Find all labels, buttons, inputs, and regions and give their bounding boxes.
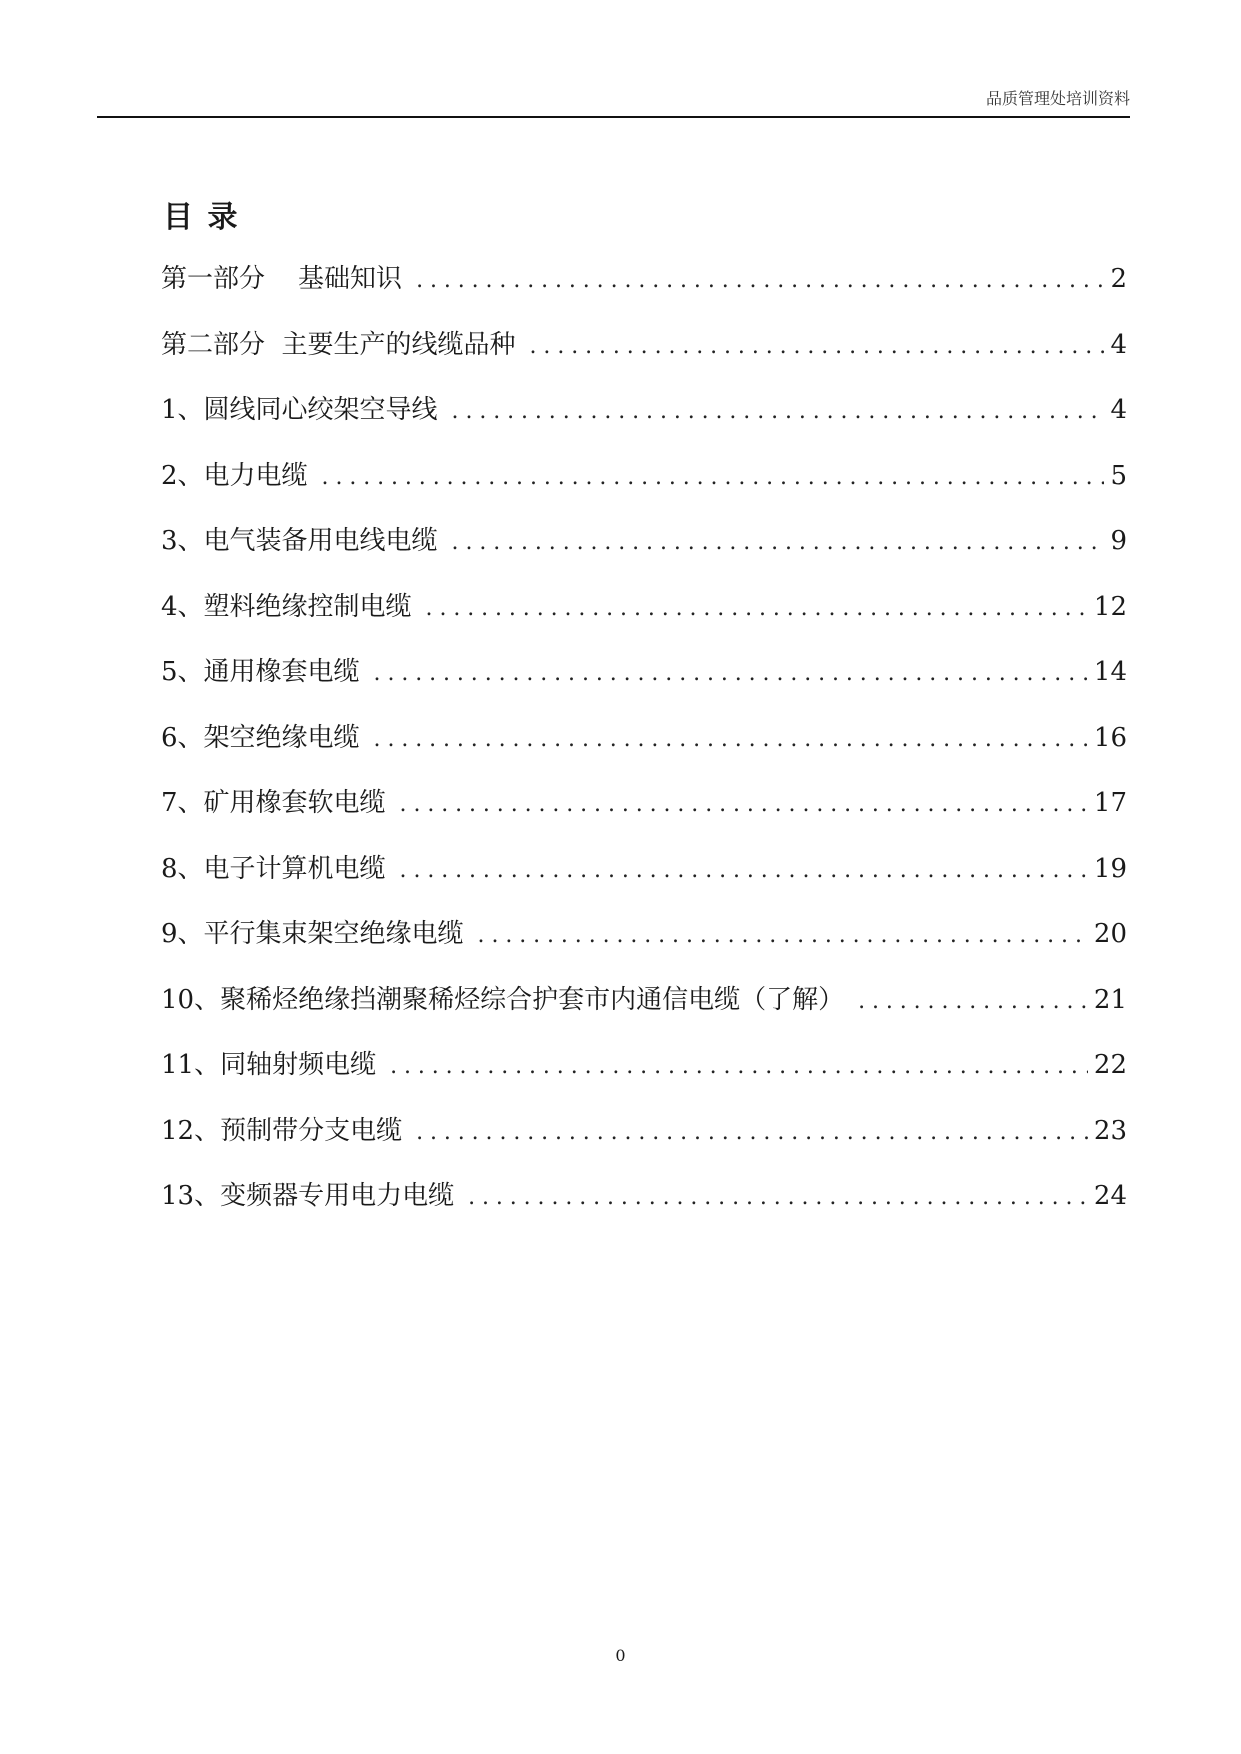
header-title: 品质管理处培训资料 (985, 89, 1130, 108)
toc-entry[interactable] (161, 721, 1127, 787)
toc-entry-title: 第二部分 主要生产的线缆品种 (161, 329, 516, 360)
dot-leader (468, 1181, 1088, 1215)
toc-entry-title: 13、变频器专用电力电缆 (161, 1181, 455, 1211)
dot-leader (400, 788, 1088, 822)
toc-entry-title: 5、通用橡套电缆 (161, 657, 360, 687)
dot-leader (416, 1116, 1088, 1150)
toc-entry-page: 2 (1110, 264, 1127, 294)
toc-entry-page: 23 (1093, 1115, 1127, 1146)
toc-entry-title: 6、架空绝缘电缆 (161, 722, 360, 753)
dot-leader (530, 330, 1105, 364)
dot-leader (452, 395, 1105, 429)
dot-leader (416, 264, 1104, 298)
dot-leader (390, 1050, 1088, 1084)
toc-entry[interactable] (161, 1114, 1127, 1180)
toc-entry-title: 3、电气装备用电线电缆 (161, 526, 438, 556)
toc-entry-page: 16 (1093, 722, 1127, 753)
dot-leader (374, 723, 1088, 757)
toc-entry-page: 24 (1093, 1181, 1127, 1211)
toc-entry[interactable] (161, 262, 1127, 328)
dot-leader (452, 526, 1105, 560)
dot-leader (322, 461, 1105, 495)
toc-entry-page: 19 (1093, 853, 1127, 884)
toc-entry-title: 4、塑料绝缘控制电缆 (161, 591, 412, 622)
toc-entry-page: 4 (1110, 395, 1127, 425)
toc-entry-title: 第一部分 基础知识 (161, 264, 403, 294)
page-number: 0 (615, 1646, 626, 1665)
toc-entry[interactable] (161, 328, 1127, 394)
toc-entry[interactable] (161, 393, 1127, 459)
dot-leader (858, 985, 1088, 1019)
toc-entry-title: 8、电子计算机电缆 (161, 853, 386, 884)
toc-entry-page: 4 (1110, 329, 1127, 360)
toc-entry[interactable] (161, 983, 1127, 1049)
toc-entry-page: 22 (1093, 1050, 1127, 1080)
page-header (97, 86, 1130, 118)
toc-entry[interactable] (161, 524, 1127, 590)
toc-entry[interactable] (161, 852, 1127, 918)
dot-leader (478, 919, 1088, 953)
toc-entry[interactable] (161, 786, 1127, 852)
toc-entry[interactable] (161, 917, 1127, 983)
toc-entry[interactable] (161, 590, 1127, 656)
table-of-contents (161, 262, 1127, 1245)
toc-entry-page: 5 (1110, 460, 1127, 491)
toc-entry-page: 20 (1093, 919, 1127, 949)
toc-entry-page: 17 (1093, 788, 1127, 818)
toc-entry[interactable] (161, 459, 1127, 525)
toc-heading: 目 录 (163, 200, 240, 235)
toc-entry-title: 2、电力电缆 (161, 460, 308, 491)
toc-entry-title: 12、预制带分支电缆 (161, 1115, 403, 1146)
toc-entry[interactable] (161, 655, 1127, 721)
dot-leader (426, 592, 1088, 626)
toc-entry-title: 10、聚稀烃绝缘挡潮聚稀烃综合护套市内通信电缆（了解） (161, 984, 845, 1015)
toc-entry-title: 9、平行集束架空绝缘电缆 (161, 919, 464, 949)
dot-leader (374, 657, 1088, 691)
toc-entry-page: 12 (1093, 591, 1127, 622)
toc-entry-page: 9 (1110, 526, 1127, 556)
toc-entry-title: 1、圆线同心绞架空导线 (161, 395, 438, 425)
toc-entry[interactable] (161, 1048, 1127, 1114)
toc-entry-page: 21 (1093, 984, 1127, 1015)
toc-entry[interactable] (161, 1179, 1127, 1245)
dot-leader (400, 854, 1088, 888)
toc-entry-page: 14 (1093, 657, 1127, 687)
toc-entry-title: 7、矿用橡套软电缆 (161, 788, 386, 818)
toc-entry-title: 11、同轴射频电缆 (161, 1050, 377, 1080)
